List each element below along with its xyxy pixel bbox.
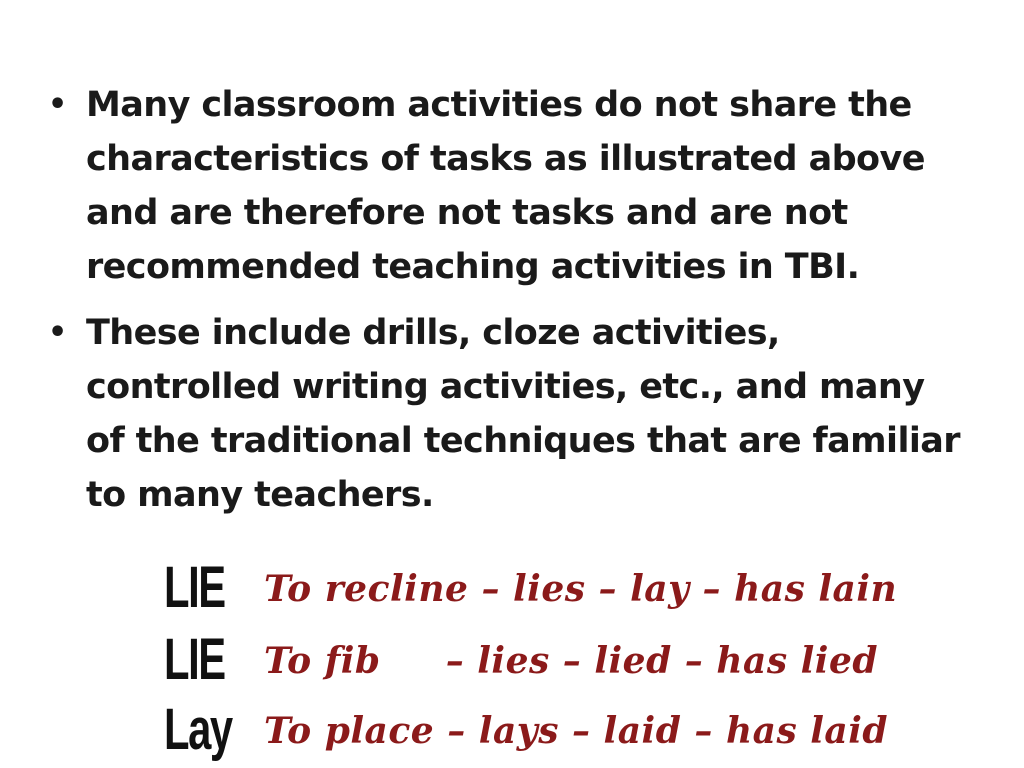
verb-word: LIE — [164, 627, 225, 692]
verb-row — [160, 627, 920, 700]
lie-lay-graphic — [160, 556, 920, 768]
bullet-item — [48, 306, 968, 522]
bullet-item — [48, 78, 968, 294]
bullet-line: of the traditional techniques that are familiar — [86, 421, 960, 461]
bullet-line: These include drills, cloze activities, — [86, 313, 780, 353]
verb-row — [160, 556, 920, 626]
bullet-line: controlled writing activities, etc., and many — [86, 367, 925, 407]
verb-word: Lay — [164, 697, 232, 762]
bullet-list — [48, 78, 968, 534]
bullet-dot: • — [48, 315, 67, 350]
bullet-line: and are therefore not tasks and are not — [86, 193, 848, 233]
verb-definition: To recline – lies – lay – has lain — [264, 568, 898, 610]
bullet-line: recommended teaching activities in TBI. — [86, 247, 860, 287]
verb-definition: To place – lays – laid – has laid — [264, 710, 889, 752]
verb-word: LIE — [164, 555, 225, 620]
bullet-line: Many classroom activities do not share the — [86, 85, 912, 125]
bullet-dot: • — [48, 87, 67, 122]
bullet-line: characteristics of tasks as illustrated above — [86, 139, 925, 179]
bullet-line: to many teachers. — [86, 475, 434, 515]
verb-row — [160, 698, 920, 768]
verb-definition: To fib – lies – lied – has lied — [264, 640, 879, 682]
